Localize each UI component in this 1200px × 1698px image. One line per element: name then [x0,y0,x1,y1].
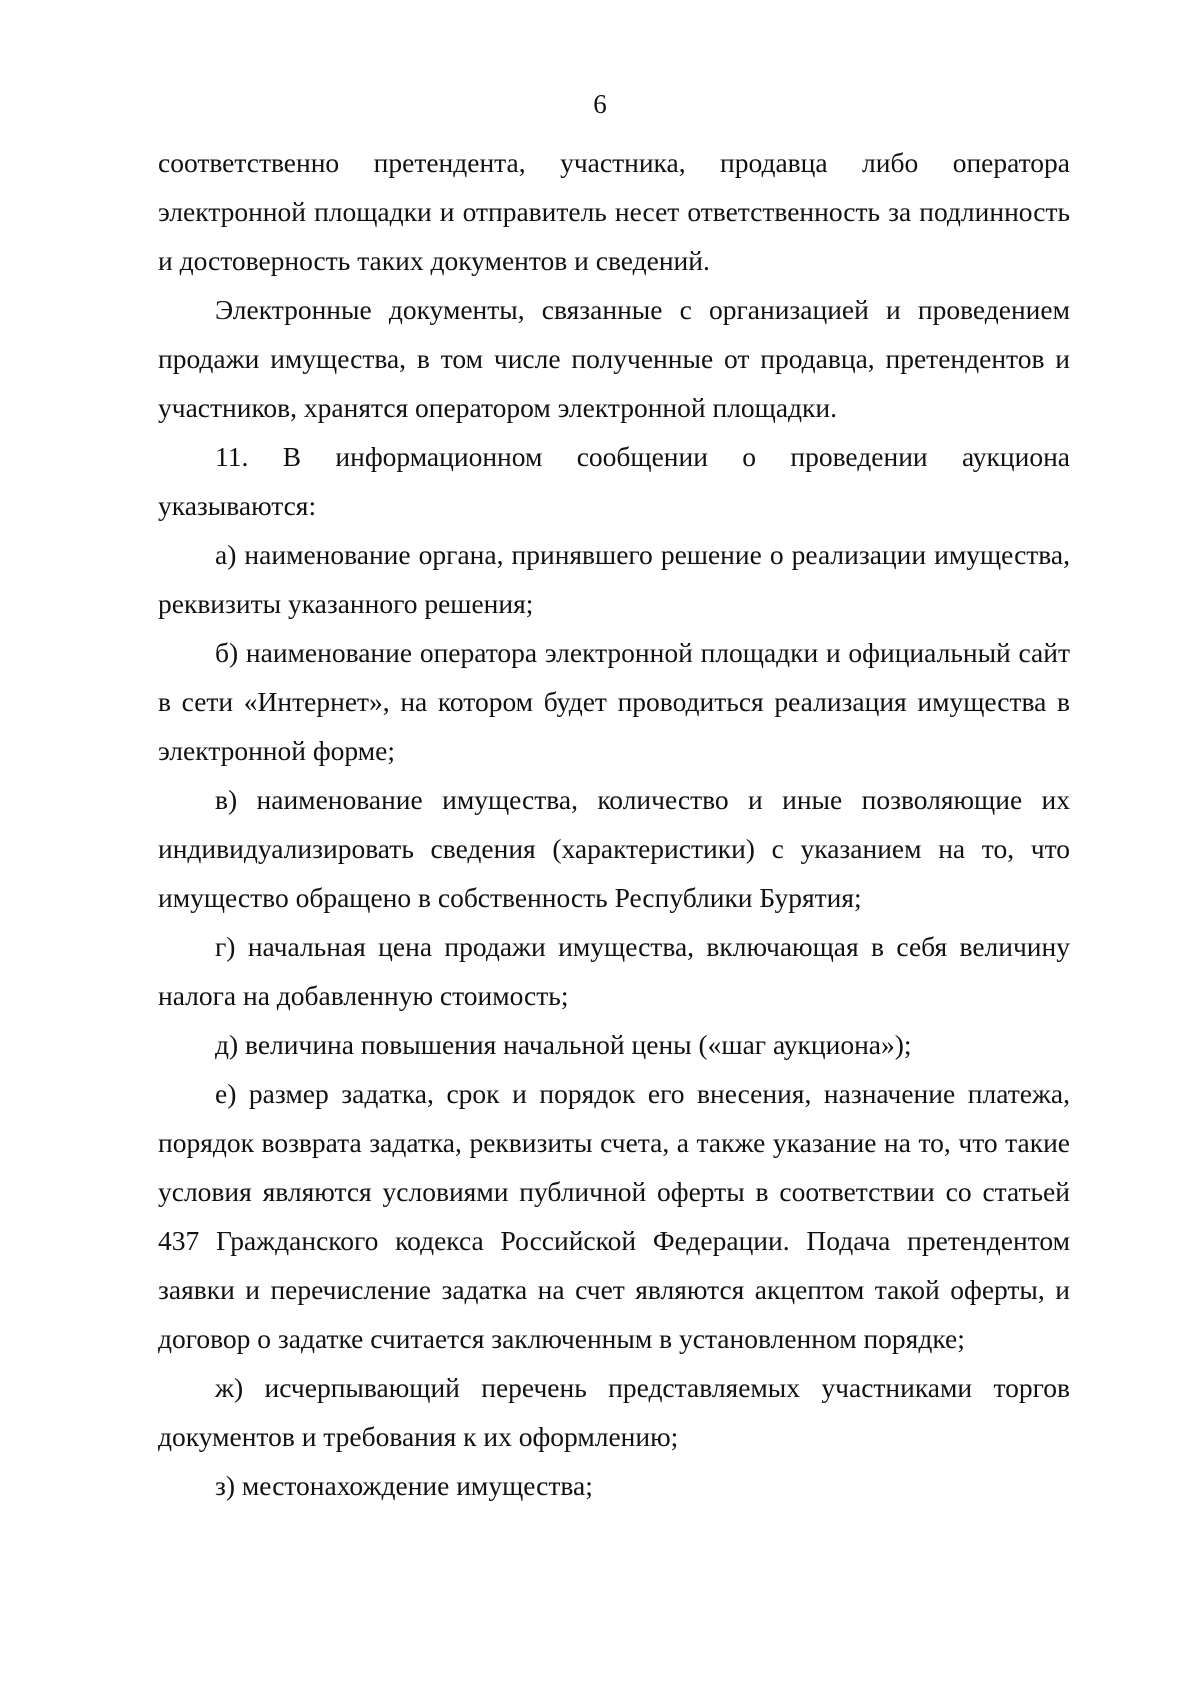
list-item-d: д) величина повышения начальной цены («шаг аукциона»); [215,1029,912,1060]
paragraph-clause-11: 11. В информационном сообщении о проведении аукциона указываются: [158,441,1070,521]
list-item-v: в) наименование имущества, количество и иные позволяющие их индивидуализировать сведения (характеристики) с указанием на то, что имущество обращено в собственность Республики Бурятия; [158,784,1070,913]
list-item-b: б) наименование оператора электронной площадки и официальный сайт в сети «Интернет», на котором будет проводиться реализация имущества в электронной форме; [158,637,1070,766]
paragraph-electronic-documents: Электронные документы, связанные с организацией и проведением продажи имущества, в том числе полученные от продавца, претендентов и участников, хранятся оператором электронной площадки. [158,294,1070,423]
list-item-e: е) размер задатка, срок и порядок его внесения, назначение платежа, порядок возврата задатка, реквизиты счета, а также указание на то, что такие условия являются условиями публичной оферты в соответствии со статьей 437 Гражданского кодекса Российской Федерации. Подача претендентом заявки и перечисление задатка на счет являются акцептом такой оферты, и договор о задатке считается заключенным в установленном порядке; [158,1078,1070,1354]
paragraph-continuation: соответственно претендента, участника, продавца либо оператора электронной площадки и отправитель несет ответственность за подлинность и достоверность таких документов и сведений. [158,147,1070,276]
list-item-z: з) местонахождение имущества; [215,1470,593,1501]
list-item-a: а) наименование органа, принявшего решение о реализации имущества, реквизиты указанного решения; [158,539,1070,619]
list-item-g: г) начальная цена продажи имущества, включающая в себя величину налога на добавленную стоимость; [158,931,1070,1011]
document-body [158,138,1070,1510]
list-item-zh: ж) исчерпывающий перечень представляемых участниками торгов документов и требования к их оформлению; [158,1372,1070,1452]
page-number: 6 [593,89,607,119]
